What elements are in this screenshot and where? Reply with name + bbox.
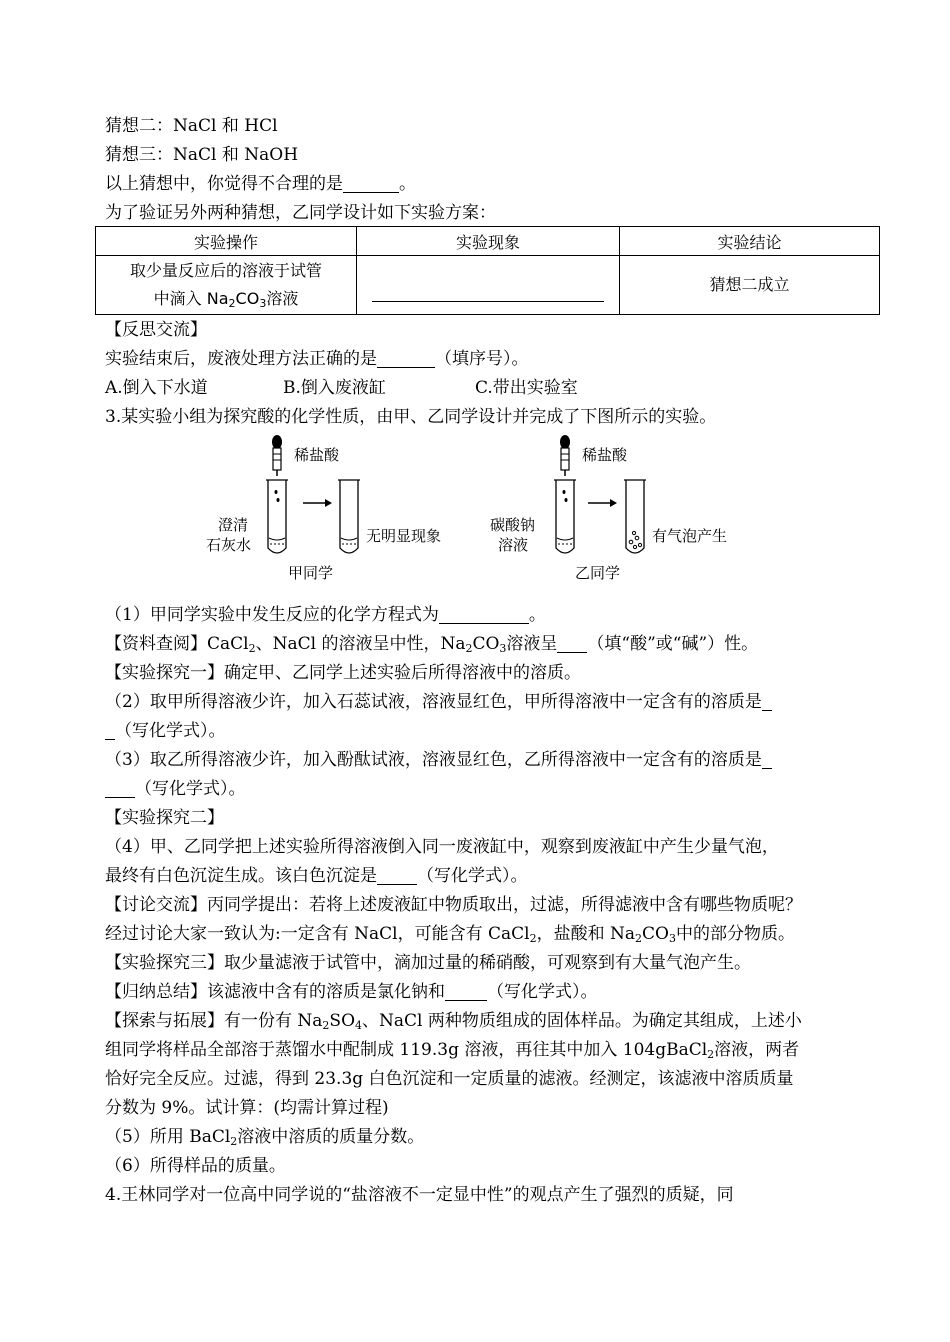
q3-part3-line1: （3）取乙所得溶液少许，加入酚酞试液，溶液显红色，乙所得溶液中一定含有的溶质是 bbox=[105, 746, 880, 775]
table-header-row bbox=[96, 227, 880, 256]
label-result-left: 无明显现象 bbox=[366, 527, 442, 545]
arrow-right-icon bbox=[588, 499, 617, 507]
q3-part3-line2: （写化学式）。 bbox=[105, 775, 880, 804]
caption-right: 乙同学 bbox=[575, 564, 621, 582]
label-reagent-left-2: 石灰水 bbox=[206, 536, 252, 554]
option-b: B.倒入废液缸 bbox=[283, 378, 386, 398]
option-c: C.带出实验室 bbox=[475, 378, 578, 398]
q3-part4-line2: 最终有白色沉淀生成。该白色沉淀是 （写化学式）。 bbox=[105, 866, 528, 886]
guess-2: 猜想二：NaCl 和 HCl bbox=[105, 116, 278, 136]
label-reagent-left-1: 澄清 bbox=[218, 516, 249, 534]
answer-blank[interactable] bbox=[105, 777, 135, 798]
cell-phenomenon[interactable] bbox=[357, 256, 620, 315]
dropper-left-icon bbox=[272, 435, 282, 476]
answer-blank[interactable] bbox=[377, 864, 417, 885]
dropper-right-icon bbox=[560, 435, 570, 476]
test-tube-icon bbox=[554, 480, 576, 553]
q3-explore3: 【实验探究三】取少量滤液于试管中，滴加过量的稀硝酸，可观察到有大量气泡产生。 bbox=[105, 953, 751, 973]
option-a: A.倒入下水道 bbox=[105, 378, 208, 398]
label-result-right: 有气泡产生 bbox=[652, 527, 728, 545]
test-tube-bubbles-icon bbox=[624, 480, 646, 553]
reflection-options bbox=[105, 374, 880, 403]
label-acid-right: 稀盐酸 bbox=[582, 446, 628, 464]
q3-extension-line4: 分数为 9%。试计算：(均需计算过程) bbox=[105, 1098, 389, 1118]
q3-summary: 【归纳总结】该滤液中含有的溶质是氯化钠和 （写化学式）。 bbox=[105, 982, 598, 1002]
reflection-section bbox=[105, 316, 880, 432]
reflection-title: 【反思交流】 bbox=[105, 320, 207, 340]
arrow-right-icon bbox=[303, 499, 332, 507]
q3-extension-line2: 组同学将样品全部溶于蒸馏水中配制成 119.3g 溶液，再往其中加入 104gBaCl$_2$溶液，两者 bbox=[105, 1040, 800, 1061]
q3-intro: 3.某实验小组为探究酸的化学性质，由甲、乙同学设计并完成了下图所示的实验。 bbox=[105, 407, 717, 427]
cell-conclusion: 猜想二成立 bbox=[620, 256, 880, 315]
question-unreasonable: 以上猜想中，你觉得不合理的是 。 bbox=[105, 174, 416, 194]
header-phenomenon: 实验现象 bbox=[357, 227, 620, 256]
label-acid-left: 稀盐酸 bbox=[294, 446, 340, 464]
answer-blank[interactable] bbox=[439, 603, 529, 624]
label-reagent-right-1: 碳酸钠 bbox=[490, 516, 536, 534]
test-tube-icon bbox=[338, 480, 360, 553]
q3-body bbox=[105, 601, 880, 1210]
answer-blank[interactable] bbox=[762, 690, 772, 711]
q3-part2-line2: （写化学式）。 bbox=[105, 717, 880, 746]
plan-intro: 为了验证另外两种猜想，乙同学设计如下实验方案： bbox=[105, 203, 496, 223]
q3-part4-line1: （4）甲、乙同学把上述实验所得溶液倒入同一废液缸中，观察到废液缸中产生少量气泡， bbox=[105, 837, 779, 857]
q3-extension-line1: 【探索与拓展】有一份有 $Na_2SO_4$、NaCl 两种物质组成的固体样品。为确定其组成，上述小 bbox=[105, 1011, 802, 1032]
q3-discussion-line1: 【讨论交流】丙同学提出：若将上述废液缸中物质取出，过滤，所得滤液中含有哪些物质呢？ bbox=[105, 895, 802, 915]
q3-part5: （5）所用 BaCl$_2$溶液中溶质的质量分数。 bbox=[105, 1127, 425, 1148]
q3-explore1: 【实验探究一】确定甲、乙同学上述实验后所得溶液中的溶质。 bbox=[105, 663, 581, 683]
q3-part2-line1: （2）取甲所得溶液少许，加入石蕊试液，溶液显红色，甲所得溶液中一定含有的溶质是 bbox=[105, 688, 880, 717]
answer-blank[interactable] bbox=[445, 980, 487, 1001]
q3-part6: （6）所得样品的质量。 bbox=[105, 1156, 286, 1176]
q3-part1: （1）甲同学实验中发生反应的化学方程式为 。 bbox=[105, 605, 546, 625]
caption-left: 甲同学 bbox=[288, 564, 334, 582]
document-body bbox=[105, 112, 880, 228]
header-conclusion: 实验结论 bbox=[620, 227, 880, 256]
experiment-figure bbox=[190, 430, 790, 590]
reflection-question: 实验结束后，废液处理方法正确的是 （填序号）。 bbox=[105, 349, 529, 369]
cell-operation: 取少量反应后的溶液于试管 中滴入 $Na_2CO_3$溶液 bbox=[96, 256, 357, 315]
q3-info: 【资料查阅】CaCl$_2$、NaCl 的溶液呈中性，$Na_2CO_3$溶液呈 （填“酸”或“碱”）性。 bbox=[105, 634, 759, 655]
question-text: 以上猜想中，你觉得不合理的是 bbox=[105, 174, 343, 194]
answer-blank[interactable] bbox=[377, 347, 435, 368]
answer-blank[interactable] bbox=[343, 172, 399, 193]
answer-blank[interactable] bbox=[372, 293, 604, 302]
test-tube-icon bbox=[266, 480, 288, 553]
answer-blank[interactable] bbox=[762, 748, 772, 769]
q3-discussion-line2: 经过讨论大家一致认为:一定含有 NaCl，可能含有 CaCl$_2$，盐酸和 $Na_2CO_3$中的部分物质。 bbox=[105, 924, 795, 945]
q4-intro: 4.王林同学对一位高中同学说的“盐溶液不一定显中性”的观点产生了强烈的质疑，同 bbox=[105, 1185, 734, 1205]
q3-explore2: 【实验探究二】 bbox=[105, 808, 224, 828]
answer-blank[interactable] bbox=[557, 632, 587, 653]
label-reagent-right-2: 溶液 bbox=[498, 536, 529, 554]
experiment-table bbox=[95, 226, 880, 315]
guess-3: 猜想三：NaCl 和 NaOH bbox=[105, 145, 299, 165]
header-operation: 实验操作 bbox=[96, 227, 357, 256]
q3-extension-line3: 恰好完全反应。过滤，得到 23.3g 白色沉淀和一定质量的滤液。经测定，该滤液中溶质质量 bbox=[105, 1069, 794, 1089]
table-row bbox=[96, 256, 880, 315]
answer-blank[interactable] bbox=[105, 719, 115, 740]
